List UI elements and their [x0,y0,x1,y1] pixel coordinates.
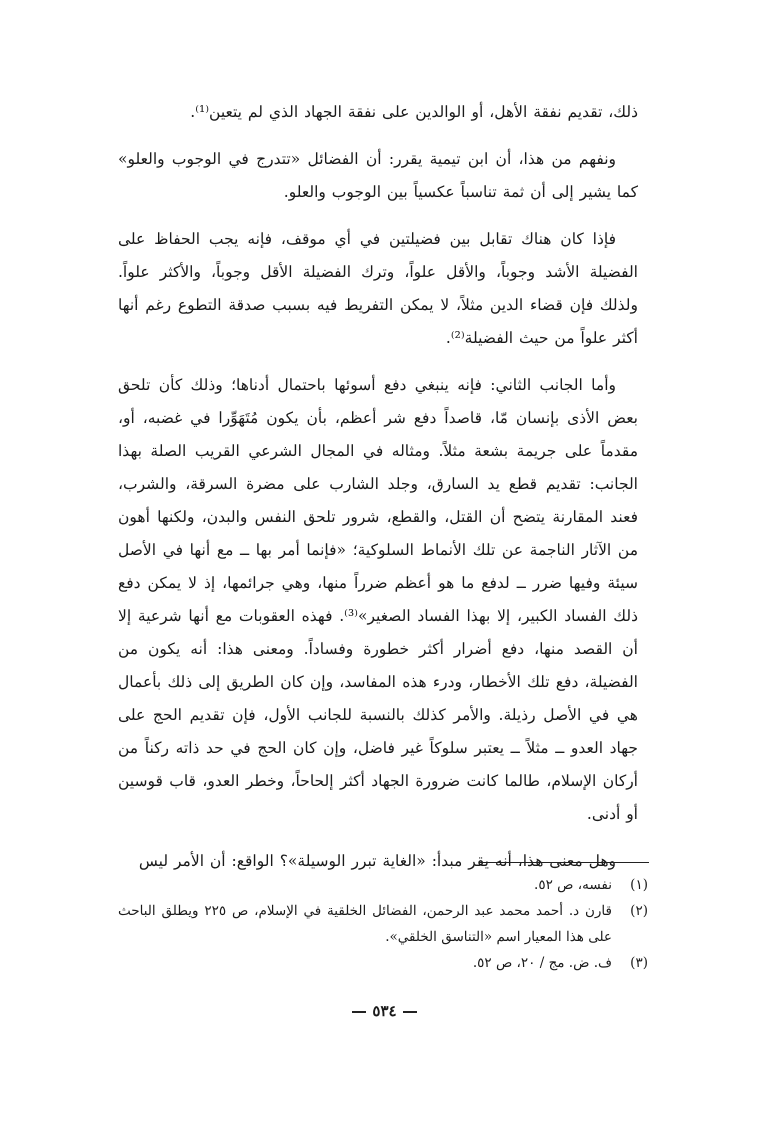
paragraph-1: ذلك، تقديم نفقة الأهل، أو الوالدين على نفقة الجهاد الذي لم يتعين⁽¹⁾. [190,103,638,121]
footnote-number: (٢) [630,903,648,919]
paragraph-5: وهل معنى هذا، أنه يقر مبدأ: «الغاية تبرر الوسيلة»؟ الواقع: أن الأمر ليس [138,852,616,870]
footnote-item [118,898,648,950]
page-number-dash [352,1011,366,1013]
footnote-item [118,950,648,976]
paragraph-3: فإذا كان هناك تقابل بين فضيلتين في أي موقف، فإنه يجب الحفاظ على الفضيلة الأشد وجوباً، والأقل علواً، وترك الفضيلة الأقل وجوباً، والأكثر علواً. ولذلك فإن قضاء الدين مثلاً، لا يمكن التفريط فيه بسبب صدقة التطوع رغم أنها أكثر علواً من حيث الفضيلة⁽²⁾. [118,230,638,347]
paragraph-2: ونفهم من هذا، أن ابن تيمية يقرر: أن الفضائل «تتدرج في الوجوب والعلو» كما يشير إلى أن ثمة تناسباً عكسياً بين الوجوب والعلو. [118,150,638,201]
page-number-value: ٥٣٤ [372,1002,397,1020]
footnote-number: (١) [630,877,648,893]
footnote-text: ف. ض. مج / ٢٠، ص ٥٢. [472,955,612,971]
paragraph-4: وأما الجانب الثاني: فإنه ينبغي دفع أسوئها باحتمال أدناها؛ وذلك كأن تلحق بعض الأذى بإنسان مّا، قاصداً دفع شر أعظم، بأن يكون مُتَهَوِّرا في غضبه، أو، مقدماً على جريمة بشعة مثلاً. ومثاله في المجال الشرعي القريب الصلة بهذا الجانب: تقديم قطع يد السارق، وجلد الشارب على مضرة السرقة، والشرب، فعند المقارنة يتضح أن القتل، والقطع، شرور تلحق النفس والبدن، ولكنها أهون من الآثار الناجمة عن تلك الأنماط السلوكية؛ «فإنما أمر بها ــ مع أنها في الأصل سيئة وفيها ضرر ــ لدفع ما هو أعظم ضرراً منها، وهي جرائمها، إذ لا يمكن دفع ذلك الفساد الكبير، إلا بهذا الفساد الصغير»⁽³⁾. فهذه العقوبات مع أنها شرعية إلا أن القصد منها، دفع أضرار أكثر خطورة وفساداً. ومعنى هذا: أنه يكون من الفضيلة، دفع تلك الأخطار، ودرء هذه المفاسد، وإن كان الطريق إلى ذلك بأعمال هي في الأصل رذيلة. والأمر كذلك بالنسبة للجانب الأول، فإن تقديم الحج على جهاد العدو ــ مثلاً ــ يعتبر سلوكاً غير فاضل، وإن كان الحج في حد ذاته ركناً من أركان الإسلام، طالما كانت ضرورة الجهاد أكثر إلحاحاً، وخطر العدو، قاب قوسين أو أدنى. [118,376,638,823]
footnote-separator [479,862,649,863]
page-number-dash [403,1011,417,1013]
footnote-number: (٣) [630,955,648,971]
footnote-text: نفسه، ص ٥٢. [534,877,612,893]
page-number [0,1002,769,1020]
main-text [118,96,638,878]
footnotes [118,872,648,976]
footnote-item [118,872,648,898]
footnote-text: قارن د. أحمد محمد عبد الرحمن، الفضائل الخلقية في الإسلام، ص ٢٢٥ ويطلق الباحث على هذا المعيار اسم «التناسق الخلقي». [118,903,612,945]
